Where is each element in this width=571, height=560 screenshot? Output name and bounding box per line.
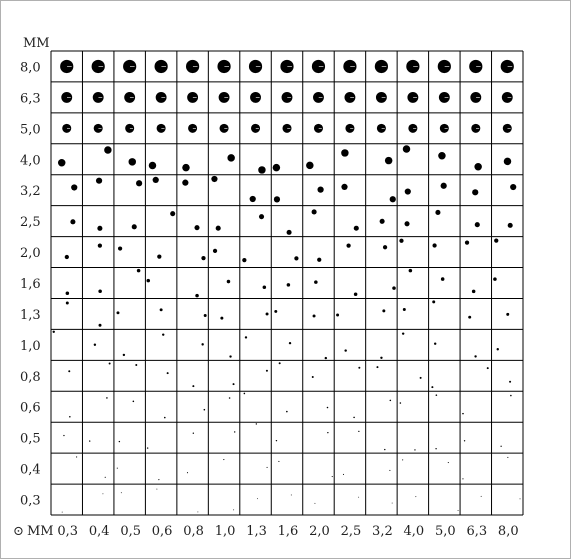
dot <box>353 417 355 419</box>
dot <box>332 476 333 477</box>
dot <box>160 308 163 311</box>
column-label: 1,3 <box>246 524 267 539</box>
dot <box>117 468 118 469</box>
column-label: 5,0 <box>434 524 456 539</box>
dot <box>510 395 512 397</box>
dot <box>62 512 63 513</box>
dot <box>354 292 358 296</box>
dot <box>458 510 459 511</box>
dot <box>314 503 315 504</box>
column-label: 0,3 <box>57 524 79 539</box>
row-label: 1,0 <box>20 338 41 354</box>
dot <box>392 286 396 290</box>
dot <box>223 459 224 460</box>
dot <box>123 354 125 356</box>
dot <box>146 279 150 283</box>
row-label: 6,3 <box>20 91 41 107</box>
dot <box>327 407 329 409</box>
dot <box>153 177 159 183</box>
dot <box>475 222 480 227</box>
dot <box>65 255 69 259</box>
dot <box>380 219 385 224</box>
dot <box>164 417 166 419</box>
dot <box>278 461 279 462</box>
dot <box>156 489 157 490</box>
dot <box>76 456 77 457</box>
dot <box>98 289 102 293</box>
row-label: 0,5 <box>20 431 41 447</box>
dot <box>474 163 481 170</box>
dot <box>116 311 119 314</box>
dot <box>242 258 246 262</box>
dot <box>468 316 471 319</box>
dot <box>279 362 281 364</box>
diameter-symbol: ⊙ <box>13 524 24 539</box>
dot <box>399 239 403 243</box>
dot <box>341 184 347 190</box>
dot <box>403 145 410 152</box>
dot <box>336 313 339 316</box>
dot <box>462 478 463 479</box>
dot <box>204 314 207 317</box>
dot <box>493 277 497 281</box>
dot <box>233 383 235 385</box>
dot <box>89 440 90 441</box>
dot <box>118 246 122 250</box>
dot <box>227 280 231 284</box>
dot <box>403 308 406 311</box>
dot <box>170 211 175 216</box>
dot <box>104 146 111 153</box>
dot <box>404 221 409 226</box>
dot <box>94 344 96 346</box>
dot <box>506 313 509 316</box>
dot <box>312 209 317 214</box>
dot <box>96 178 102 184</box>
dot <box>66 291 70 295</box>
dot <box>314 280 318 284</box>
dot <box>197 511 198 512</box>
dot <box>510 184 516 190</box>
dot <box>71 184 77 190</box>
dot <box>66 301 69 304</box>
dot <box>435 448 436 449</box>
dot <box>420 377 422 379</box>
dot <box>487 367 489 369</box>
dot <box>201 256 205 260</box>
dot <box>344 349 346 351</box>
dot <box>162 333 164 335</box>
row-label: 0,3 <box>20 493 41 509</box>
column-label: 8,0 <box>497 524 519 539</box>
dot <box>358 431 359 432</box>
column-label: 0,8 <box>183 524 204 539</box>
row-label: 1,6 <box>20 277 41 292</box>
dot <box>227 154 234 161</box>
dot <box>53 331 55 333</box>
column-label: 1,6 <box>277 524 299 539</box>
dot <box>136 180 142 186</box>
dot <box>464 440 465 441</box>
unit-label: ММ <box>23 36 50 51</box>
dot <box>229 397 231 399</box>
dot <box>341 149 348 156</box>
dot <box>462 413 464 415</box>
dot <box>289 342 291 344</box>
dot <box>182 180 188 186</box>
dot <box>274 196 280 202</box>
dot <box>481 496 482 497</box>
dot <box>102 493 103 494</box>
dot <box>193 433 194 434</box>
dot <box>472 189 478 195</box>
dot <box>105 477 106 478</box>
dot <box>385 157 392 164</box>
dot <box>317 187 323 193</box>
dot <box>286 411 288 413</box>
dot <box>157 254 161 258</box>
column-label: 2,0 <box>309 524 330 539</box>
dot <box>266 370 268 372</box>
dot <box>287 230 292 235</box>
dot <box>402 332 404 334</box>
dot <box>129 158 136 165</box>
dot <box>317 258 321 262</box>
dot <box>389 470 390 471</box>
dot <box>266 312 269 315</box>
dot <box>263 285 267 289</box>
dot <box>211 176 217 182</box>
dot <box>63 435 64 436</box>
dot <box>194 225 199 230</box>
column-label: 0,5 <box>120 524 142 539</box>
dot <box>354 226 359 231</box>
dot <box>380 357 382 359</box>
column-label: 6,3 <box>466 524 488 539</box>
dot <box>276 440 277 441</box>
dot <box>195 294 199 298</box>
dot <box>149 162 156 169</box>
dot <box>99 324 102 327</box>
dot <box>119 441 120 442</box>
dot <box>133 401 135 403</box>
row-label: 2,5 <box>20 215 41 231</box>
dot <box>346 244 350 248</box>
column-label: 3,2 <box>372 524 393 539</box>
row-label: 0,8 <box>20 369 41 385</box>
dot <box>358 367 360 369</box>
row-label: 8,0 <box>20 60 41 76</box>
dot <box>436 394 438 396</box>
dot <box>233 509 234 510</box>
bottom-unit-label: ММ <box>27 524 54 539</box>
dot <box>390 400 392 402</box>
row-label: 0,4 <box>20 462 41 478</box>
dot <box>441 183 447 189</box>
dot <box>325 357 327 359</box>
dot <box>256 423 257 424</box>
dot <box>384 449 385 450</box>
dot <box>438 152 445 159</box>
row-label: 2,0 <box>20 246 41 262</box>
dot <box>409 269 413 273</box>
row-label: 0,6 <box>20 400 41 416</box>
dot <box>313 314 316 317</box>
dot <box>187 472 188 473</box>
grid-lines <box>51 51 523 515</box>
dot <box>201 343 203 345</box>
dot <box>390 196 396 202</box>
dot <box>500 446 501 447</box>
dot <box>432 300 435 303</box>
row-label: 3,2 <box>20 184 41 200</box>
dot <box>358 497 359 498</box>
dot <box>405 188 411 194</box>
dot <box>415 496 416 497</box>
dot <box>414 449 415 450</box>
dot <box>435 210 440 215</box>
dot <box>216 226 221 231</box>
dot <box>273 164 280 171</box>
column-label: 0,6 <box>151 524 173 539</box>
dot <box>121 492 122 493</box>
dot <box>504 158 511 165</box>
dot <box>137 269 141 273</box>
dot <box>258 166 265 173</box>
dot <box>376 366 378 368</box>
dot <box>294 256 298 260</box>
dot <box>274 310 277 313</box>
dot <box>182 164 189 171</box>
dot <box>267 467 268 468</box>
dot <box>465 241 469 245</box>
dot <box>135 364 137 366</box>
dot <box>69 416 71 418</box>
dot <box>507 457 508 458</box>
dot <box>234 431 235 432</box>
dot <box>204 409 206 411</box>
dot <box>441 277 445 281</box>
dot <box>474 355 476 357</box>
dot <box>343 474 344 475</box>
dot <box>291 494 292 495</box>
dot <box>434 343 436 345</box>
dot <box>109 363 111 365</box>
dot <box>520 498 521 499</box>
dot <box>147 447 148 448</box>
dot <box>287 283 291 287</box>
dot <box>229 355 231 357</box>
dot <box>106 397 108 399</box>
dot <box>158 479 159 480</box>
row-label: 5,0 <box>20 122 41 138</box>
dot <box>382 309 385 312</box>
column-label: 4,0 <box>403 524 425 539</box>
dot <box>250 196 256 202</box>
dot <box>192 385 194 387</box>
dot <box>167 372 169 374</box>
dot <box>259 214 264 219</box>
dot <box>402 459 403 460</box>
dot <box>245 336 247 338</box>
dot <box>98 244 102 248</box>
grid-cells <box>53 60 521 513</box>
row-label: 4,0 <box>20 153 41 169</box>
column-label: 0,4 <box>88 524 110 539</box>
dot <box>244 393 246 395</box>
dot <box>509 381 511 383</box>
dot-grid-chart <box>1 1 571 560</box>
dot <box>306 162 313 169</box>
row-labels <box>20 60 41 508</box>
dot <box>213 249 217 253</box>
dot <box>327 432 328 433</box>
dot <box>431 386 433 388</box>
dot <box>432 243 436 247</box>
dot <box>448 462 449 463</box>
dot <box>132 224 137 229</box>
column-labels <box>57 524 518 539</box>
dot <box>257 498 258 499</box>
dot <box>70 219 75 224</box>
row-label: 1,3 <box>20 307 41 323</box>
column-label: 2,5 <box>340 524 362 539</box>
dot <box>383 245 387 249</box>
dot <box>312 376 314 378</box>
dot <box>97 226 102 231</box>
dot <box>68 370 70 372</box>
dot <box>400 402 402 404</box>
dot <box>58 159 65 166</box>
dot <box>472 290 476 294</box>
dot <box>494 239 498 243</box>
dot <box>392 503 393 504</box>
dot <box>497 348 499 350</box>
dot <box>508 223 513 228</box>
column-label: 1,0 <box>214 524 236 539</box>
dot <box>220 317 223 320</box>
